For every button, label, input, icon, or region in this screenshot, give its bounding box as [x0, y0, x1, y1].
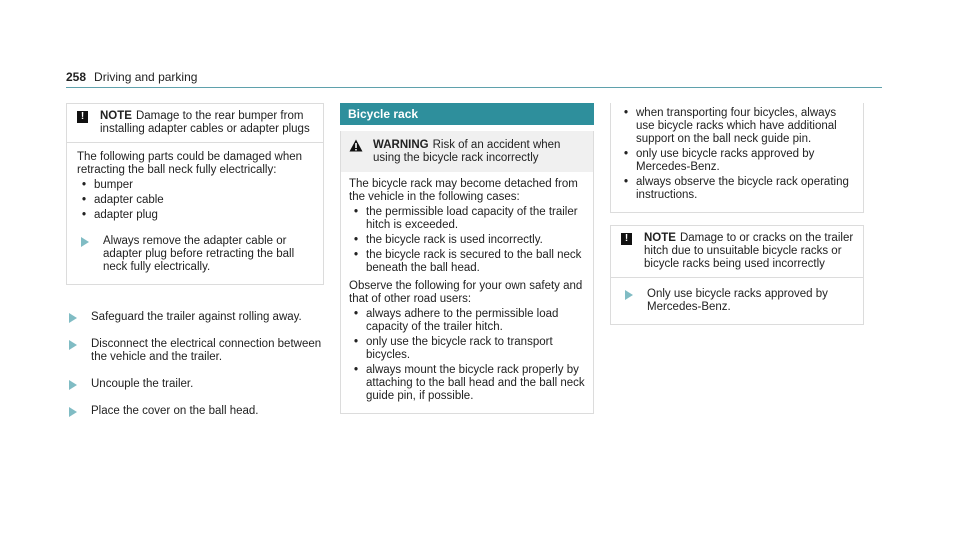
step-arrow-icon	[69, 340, 77, 350]
notice-body	[67, 143, 323, 284]
page-number: 258	[66, 70, 87, 84]
notice-heading: Damage to the rear bumper from installing adapter cables or adapter plugs	[100, 110, 310, 135]
step-item	[66, 338, 324, 364]
step-text: Safeguard the trailer against rolling away.	[91, 311, 302, 323]
notice-header	[611, 226, 863, 278]
list-item: • only use the bicycle rack to transport bicycles.	[349, 336, 585, 362]
right-column	[610, 103, 864, 325]
list-item: • only use bicycle racks approved by Mercedes-Benz.	[619, 148, 855, 174]
list-item: • adapter cable	[77, 194, 313, 207]
page-header	[66, 70, 197, 84]
rules-list	[349, 308, 585, 403]
step-arrow-icon	[69, 313, 77, 323]
warning-continued	[610, 103, 864, 213]
list-item: • always mount the bicycle rack properly by attaching to the ball head and the ball neck guide pin, if possible.	[349, 364, 585, 403]
warning-heading: Risk of an accident when using the bicycle rack incorrectly	[373, 139, 561, 164]
notice-heading: Damage to or cracks on the trailer hitch due to unsuitable bicycle racks or bicycle racks being used incorrectly	[644, 232, 854, 270]
step-item	[66, 311, 324, 324]
notice-header	[67, 104, 323, 143]
list-item: • always adhere to the permissible load capacity of the trailer hitch.	[349, 308, 585, 334]
list-item: • always observe the bicycle rack operating instructions.	[619, 176, 855, 202]
step-text: Place the cover on the ball head.	[91, 405, 259, 417]
step-item	[66, 405, 324, 418]
list-item: • the bicycle rack is secured to the ball neck beneath the ball head.	[349, 249, 585, 275]
step-item	[66, 378, 324, 391]
notice-box	[610, 225, 864, 325]
step-text: Uncouple the trailer.	[91, 378, 194, 390]
exclamation-square-icon: !	[621, 233, 632, 245]
warning-label: WARNING	[373, 139, 429, 151]
notice-box	[66, 103, 324, 285]
rules-list-continued	[619, 107, 855, 202]
list-item: • the permissible load capacity of the trailer hitch is exceeded.	[349, 206, 585, 232]
notice-intro: The following parts could be damaged when retracting the ball neck fully electrically:	[77, 151, 303, 176]
warning-box	[340, 131, 594, 414]
section-title: Bicycle rack	[340, 103, 594, 125]
header-divider	[66, 87, 882, 88]
notice-step	[621, 288, 853, 314]
exclamation-square-icon: !	[77, 111, 88, 123]
warning-intro: The bicycle rack may become detached from the vehicle in the following cases:	[349, 178, 578, 203]
list-item: • adapter plug	[77, 209, 313, 222]
step-arrow-icon	[69, 380, 77, 390]
list-item: • the bicycle rack is used incorrectly.	[349, 234, 585, 247]
notice-step	[77, 235, 313, 274]
middle-column	[340, 103, 594, 414]
notice-step-text: Only use bicycle racks approved by Mercedes-Benz.	[647, 288, 828, 313]
warning-body	[341, 172, 593, 413]
list-item: • when transporting four bicycles, always use bicycle racks which have additional support on the ball neck guide pin.	[619, 107, 855, 146]
notice-body	[611, 278, 863, 324]
observe-text: Observe the following for your own safety and that of other road users:	[349, 280, 583, 305]
list-item: • bumper	[77, 179, 313, 192]
step-arrow-icon	[625, 290, 633, 300]
left-column	[66, 103, 324, 418]
cases-list	[349, 206, 585, 275]
step-arrow-icon	[69, 407, 77, 417]
warning-header	[341, 131, 593, 172]
notice-step-text: Always remove the adapter cable or adapter plug before retracting the ball neck fully electrically.	[103, 235, 295, 273]
section-name: Driving and parking	[94, 70, 198, 84]
step-arrow-icon	[81, 237, 89, 247]
step-text: Disconnect the electrical connection between the vehicle and the trailer.	[91, 338, 322, 363]
notice-label: NOTE	[644, 232, 676, 244]
notice-label: NOTE	[100, 110, 132, 122]
warning-triangle-icon	[349, 139, 363, 152]
damage-list	[77, 179, 313, 222]
